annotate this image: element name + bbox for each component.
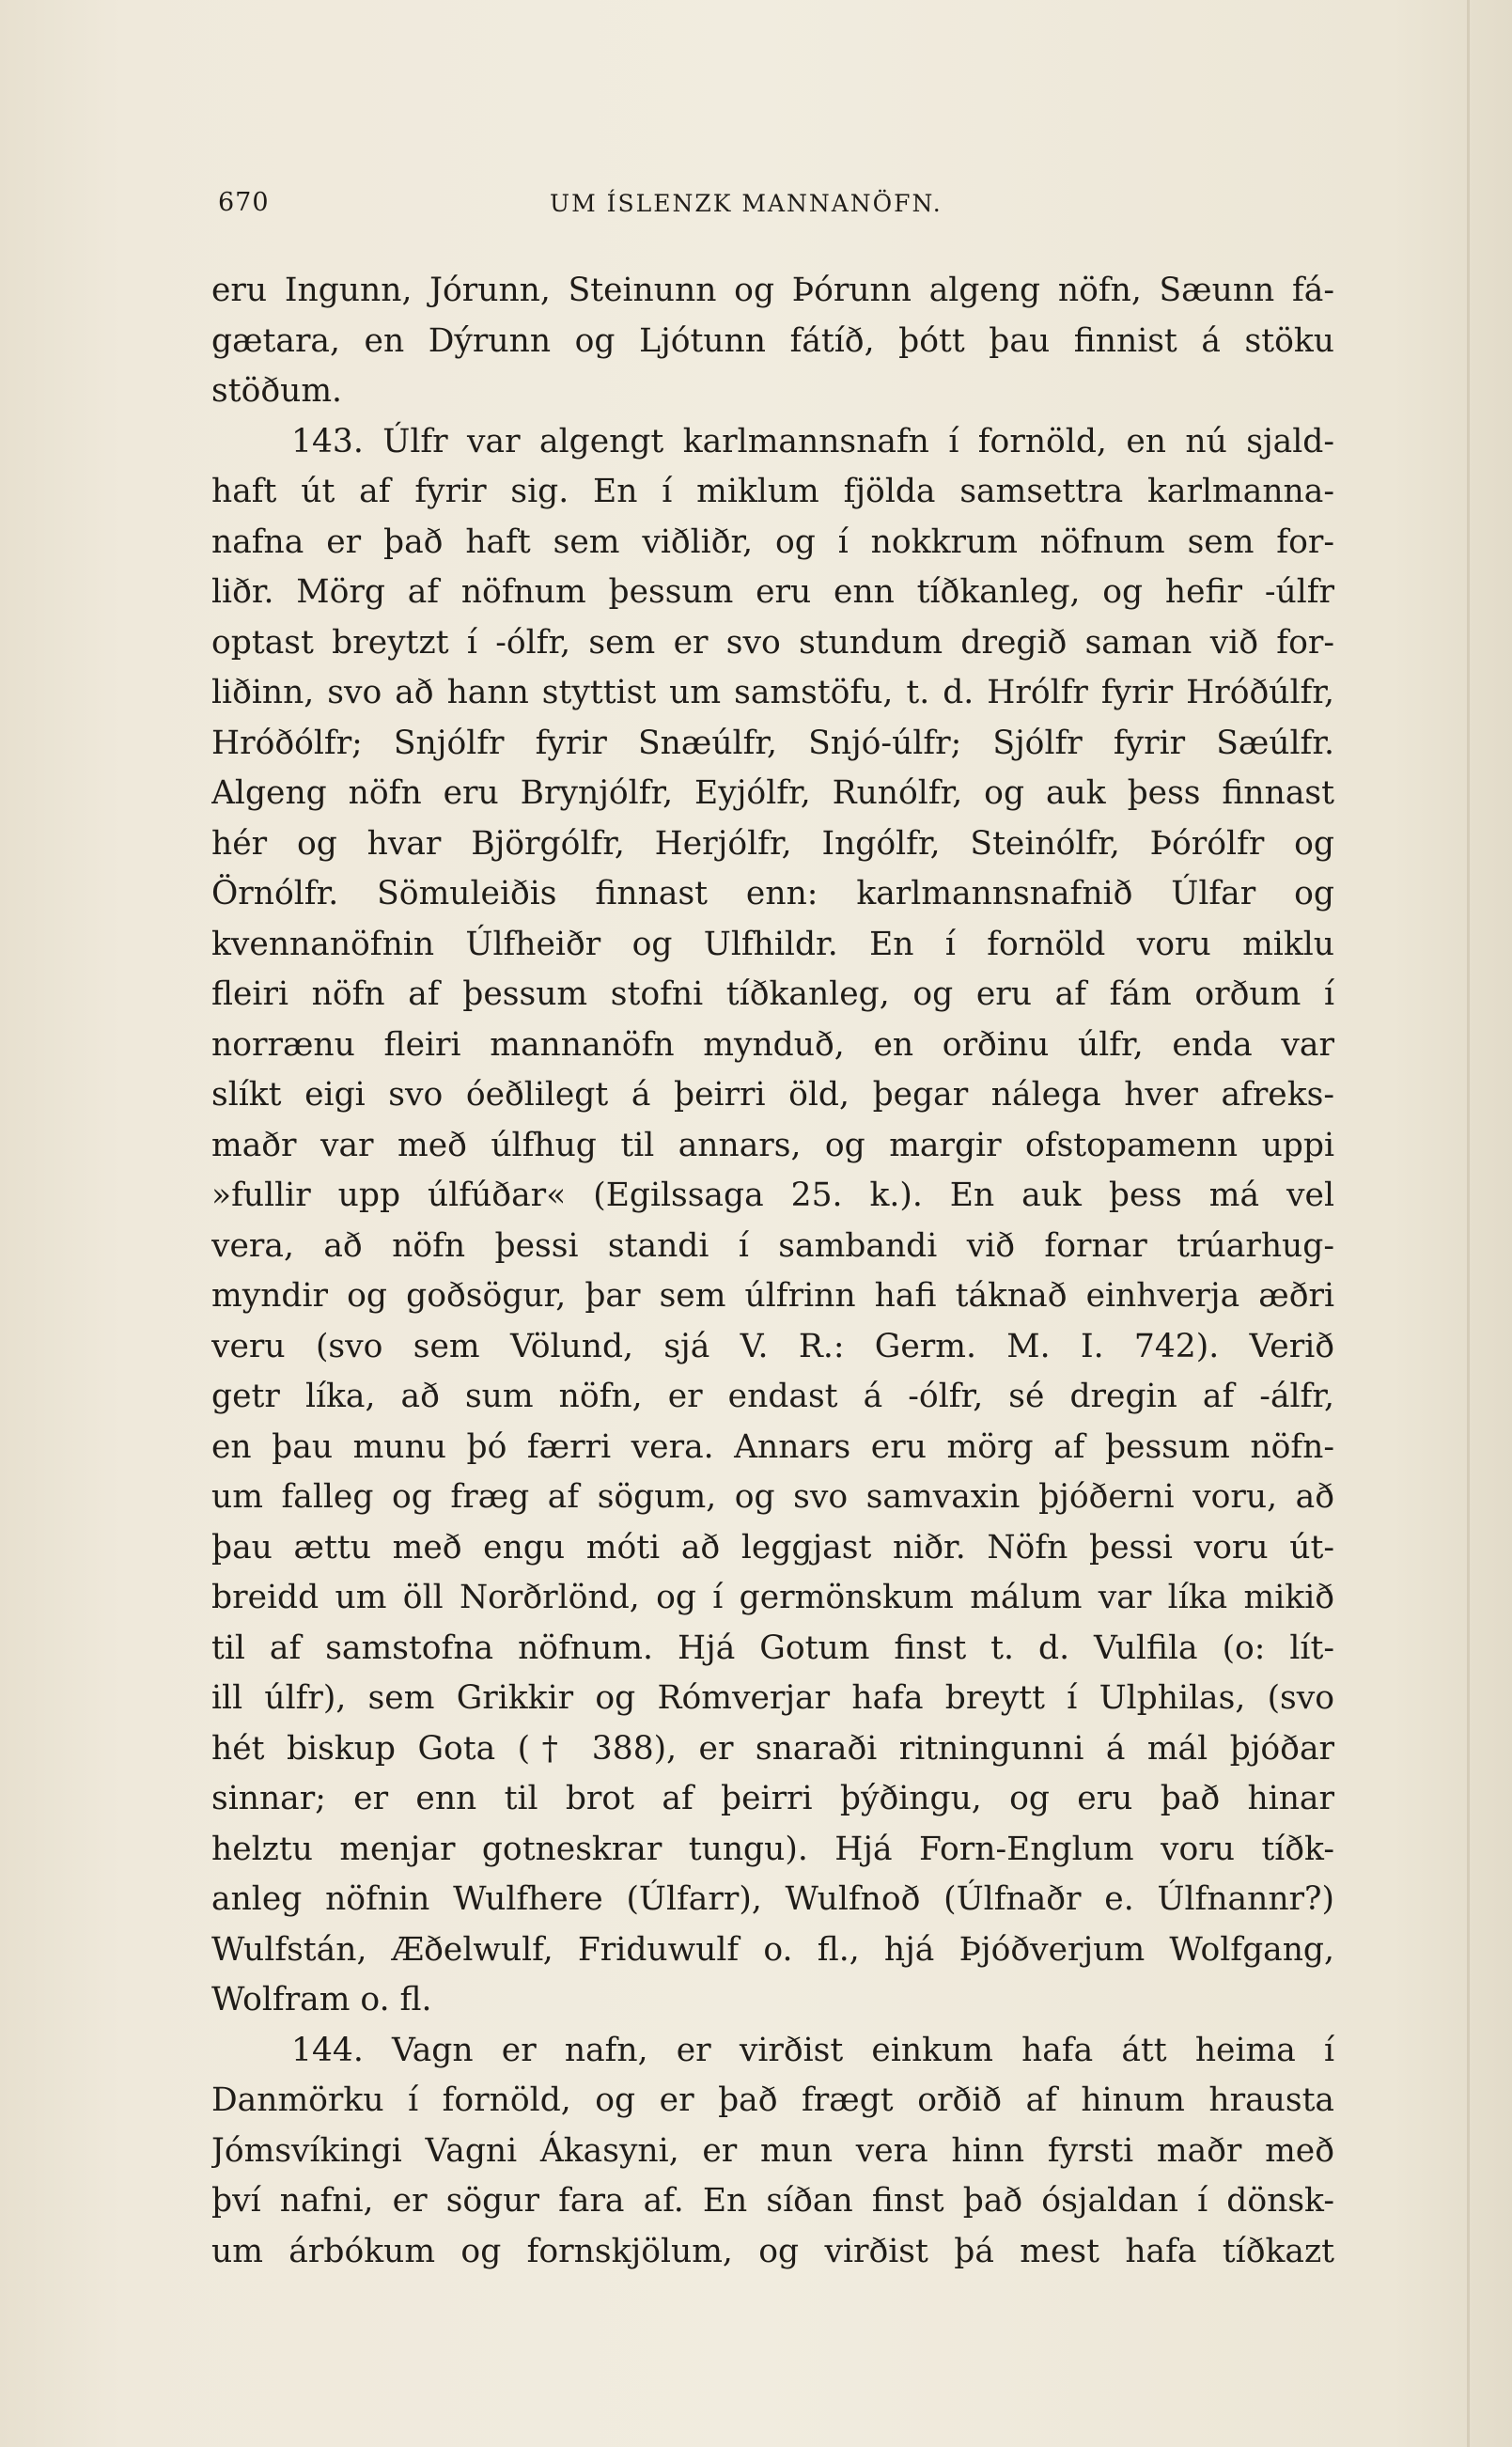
text-line: því nafni, er sögur fara af. En síðan finst það ósjaldan í dönsk- (211, 2182, 1334, 2220)
text-line: anleg nöfnin Wulfhere (Úlfarr), Wulfnoð (Úlfnaðr e. Úlfnannr?) (211, 1880, 1334, 1918)
text-line: liðr. Mörg af nöfnum þessum eru enn tíðkanleg, og hefir -úlfr (211, 573, 1334, 611)
text-line: Wulfstán, Æðelwulf, Friduwulf o. fl., hjá Þjóðverjum Wolfgang, (211, 1930, 1334, 1969)
text-line: stöðum. (211, 372, 343, 410)
text-line: nafna er það haft sem viðliðr, og í nokkrum nöfnum sem for- (211, 522, 1334, 561)
page-header (211, 188, 1334, 226)
text-line: ill úlfr), sem Grikkir og Rómverjar hafa breytt í Ulphilas, (svo (211, 1679, 1334, 1717)
section-143-start: 143. Úlfr var algengt karlmannsnafn í fornöld, en nú sjald- (291, 422, 1334, 460)
text-line: hér og hvar Björgólfr, Herjólfr, Ingólfr, Steinólfr, Þórólfr og (211, 824, 1334, 863)
text-line: optast breytzt í -ólfr, sem er svo stundum dregið saman við for- (211, 623, 1334, 662)
text-line: myndir og goðsögur, þar sem úlfrinn hafi táknað einhverja æðri (211, 1277, 1334, 1315)
page-number: 670 (218, 188, 270, 217)
text-line: slíkt eigi svo óeðlilegt á þeirri öld, þegar nálega hver afreks- (211, 1076, 1334, 1114)
page-edge-shadow (1467, 0, 1470, 2447)
text-line: Algeng nöfn eru Brynjólfr, Eyjólfr, Runólfr, og auk þess finnast (211, 774, 1334, 812)
text-line: maðr var með úlfhug til annars, og margir ofstopamenn uppi (211, 1126, 1334, 1164)
text-line: Jómsvíkingi Vagni Ákasyni, er mun vera hinn fyrsti maðr með (211, 2131, 1334, 2170)
text-line: helztu menjar gotneskrar tungu). Hjá Forn-Englum voru tíðk- (211, 1830, 1334, 1868)
text-line: Wolfram o. fl. (211, 1981, 432, 2018)
text-line: liðinn, svo að hann styttist um samstöfu, t. d. Hrólfr fyrir Hróðúlfr, (211, 674, 1334, 711)
text-line: Örnólfr. Sömuleiðis finnast enn: karlmannsnafnið Úlfar og (211, 875, 1334, 912)
text-line: fleiri nöfn af þessum stofni tíðkanleg, og eru af fám orðum í (211, 975, 1334, 1013)
text-line: þau ættu með engu móti að leggjast niðr. Nöfn þessi voru út- (211, 1528, 1334, 1566)
text-line: eru Ingunn, Jórunn, Steinunn og Þórunn algeng nöfn, Sæunn fá- (211, 272, 1334, 309)
text-line: vera, að nöfn þessi standi í sambandi við fornar trúarhug- (211, 1226, 1334, 1265)
text-line: hét biskup Gota († 388), er snaraði ritningunni á mál þjóðar (211, 1729, 1334, 1768)
text-line: haft út af fyrir sig. En í miklum fjölda samsettra karlmanna- (211, 473, 1334, 510)
text-line: gætara, en Dýrunn og Ljótunn fátíð, þótt þau finnist á stöku (211, 321, 1334, 360)
text-line: veru (svo sem Völund, sjá V. R.: Germ. M. I. 742). Verið (211, 1327, 1334, 1365)
text-line: getr líka, að sum nöfn, er endast á -ólfr, sé dregin af -álfr, (211, 1378, 1334, 1415)
text-line: um árbókum og fornskjölum, og virðist þá mest hafa tíðkazt (211, 2232, 1334, 2270)
text-line: sinnar; er enn til brot af þeirri þýðingu, og eru það hinar (211, 1780, 1334, 1817)
text-line: breidd um öll Norðrlönd, og í germönskum málum var líka mikið (211, 1579, 1334, 1616)
text-line: um falleg og fræg af sögum, og svo samvaxin þjóðerni voru, að (211, 1478, 1334, 1516)
text-line: Danmörku í fornöld, og er það frægt orðið af hinum hrausta (211, 2081, 1334, 2119)
running-title: UM ÍSLENZK MANNANÖFN. (550, 190, 943, 217)
text-line: en þau munu þó færri vera. Annars eru mörg af þessum nöfn- (211, 1427, 1334, 1466)
text-line: norrænu fleiri mannanöfn mynduð, en orðinu úlfr, enda var (211, 1025, 1334, 1064)
text-line: til af samstofna nöfnum. Hjá Gotum finst t. d. Vulfila (o: lít- (211, 1629, 1334, 1667)
text-line: »fullir upp úlfúðar« (Egilssaga 25. k.). En auk þess má vel (211, 1177, 1334, 1214)
text-line: Hróðólfr; Snjólfr fyrir Snæúlfr, Snjó-úlfr; Sjólfr fyrir Sæúlfr. (211, 724, 1334, 762)
text-line: kvennanöfnin Úlfheiðr og Ulfhildr. En í fornöld voru miklu (211, 925, 1334, 963)
section-144-start: 144. Vagn er nafn, er virðist einkum hafa átt heima í (291, 2031, 1334, 2069)
body-text (211, 266, 1334, 2277)
